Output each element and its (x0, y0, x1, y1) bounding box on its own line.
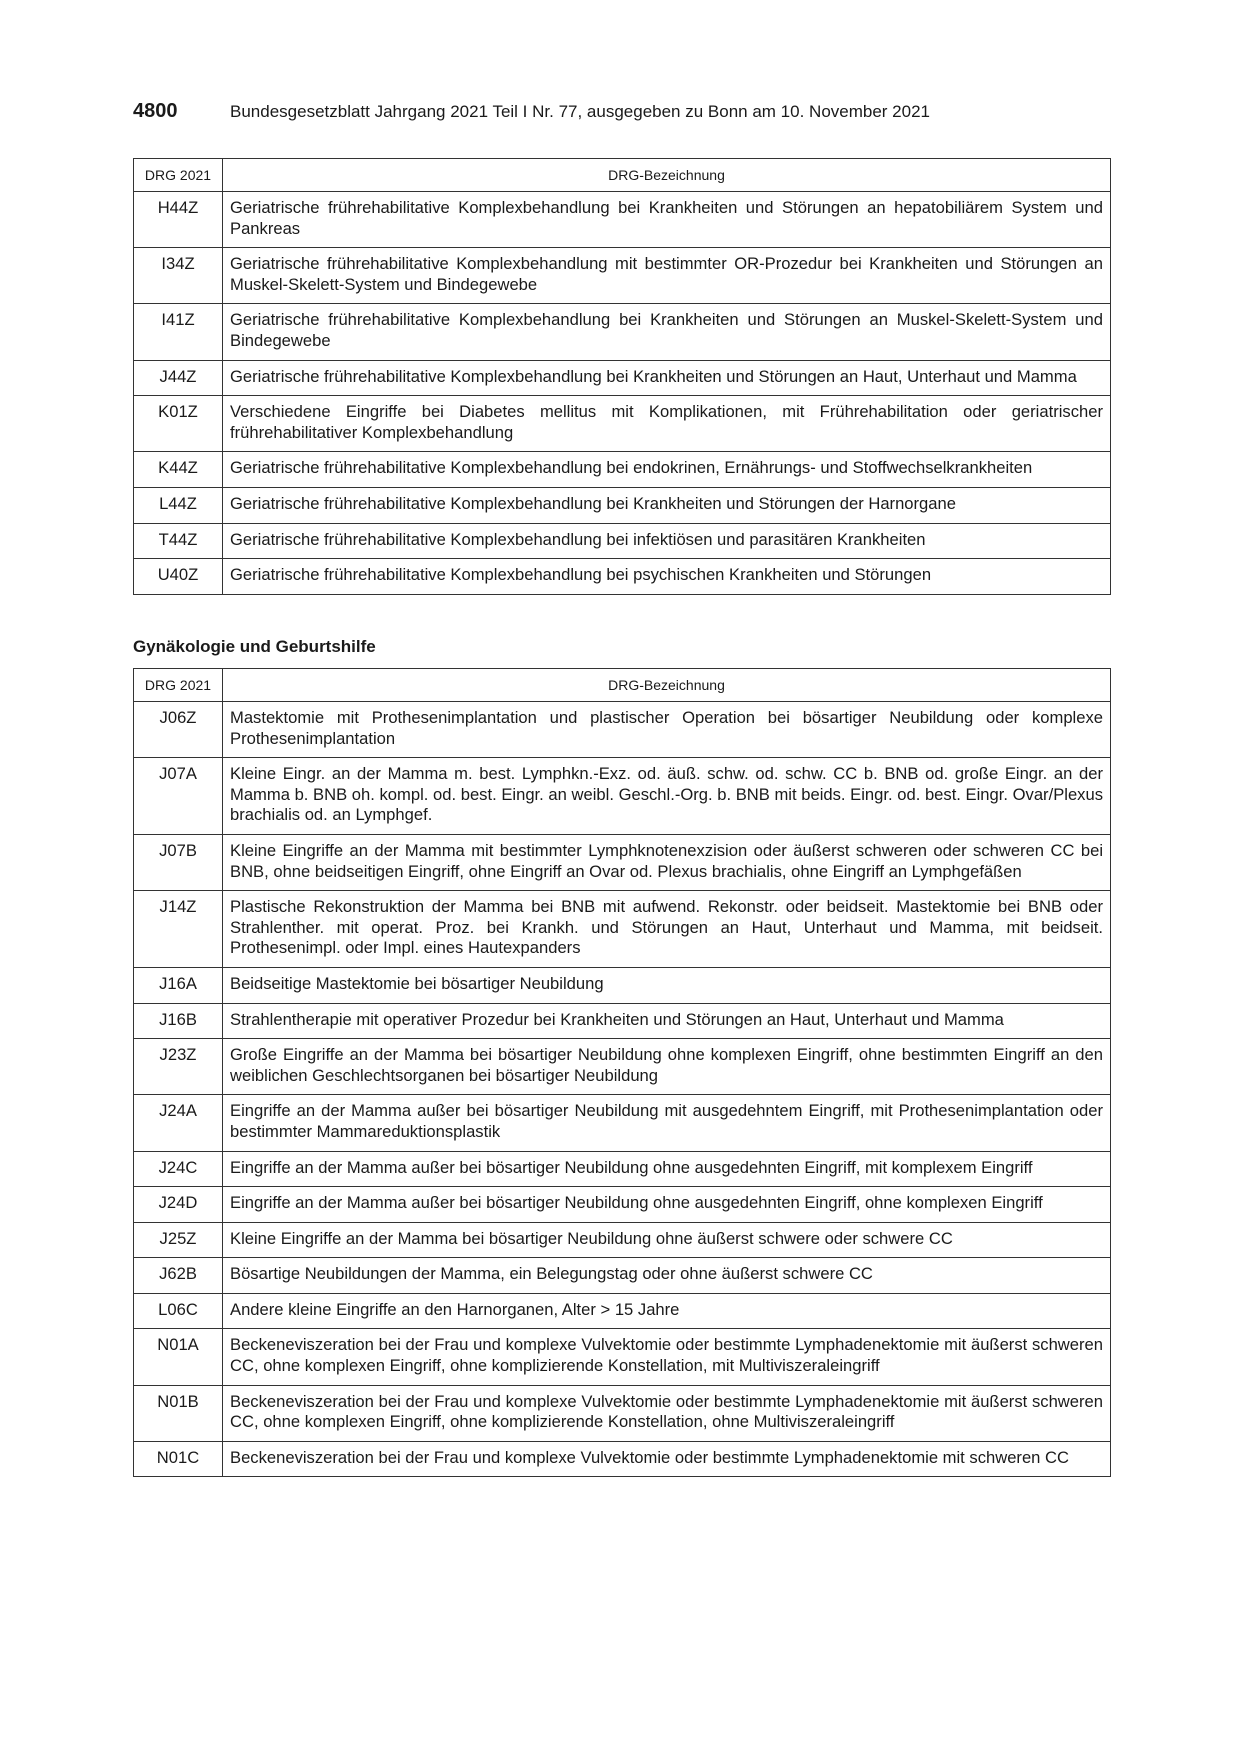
table-header-row (134, 669, 1111, 702)
drg-code-cell: U40Z (134, 559, 223, 595)
drg-code-cell: J44Z (134, 360, 223, 396)
drg-description-cell: Eingriffe an der Mamma außer bei bösartiger Neubildung mit ausgedehntem Eingriff, mit Prothesenimplantation oder bestimmter Mammareduktionsplastik (223, 1095, 1111, 1151)
drg-description-cell: Kleine Eingriffe an der Mamma bei bösartiger Neubildung ohne äußerst schwere oder schwere CC (223, 1222, 1111, 1258)
table-row (134, 1039, 1111, 1095)
table-row (134, 758, 1111, 835)
drg-code-cell: J16B (134, 1003, 223, 1039)
drg-code-cell: J62B (134, 1258, 223, 1294)
drg-description-cell: Eingriffe an der Mamma außer bei bösartiger Neubildung ohne ausgedehnten Eingriff, mit komplexem Eingriff (223, 1151, 1111, 1187)
table-row (134, 1151, 1111, 1187)
table-row (134, 834, 1111, 890)
drg-description-cell: Andere kleine Eingriffe an den Harnorganen, Alter > 15 Jahre (223, 1293, 1111, 1329)
table-row (134, 192, 1111, 248)
drg-code-cell: J24A (134, 1095, 223, 1151)
column-header-description: DRG-Bezeichnung (223, 159, 1111, 192)
drg-description-cell: Beckeneviszeration bei der Frau und komplexe Vulvektomie oder bestimmte Lymphadenektomie mit äußerst schweren CC, ohne komplexen Eingriff, ohne komplizierende Konstellation, ohne Multiviszeraleingriff (223, 1385, 1111, 1441)
drg-code-cell: K44Z (134, 452, 223, 488)
drg-code-cell: J07A (134, 758, 223, 835)
table-row (134, 1095, 1111, 1151)
table-body (134, 702, 1111, 1477)
drg-description-cell: Strahlentherapie mit operativer Prozedur bei Krankheiten und Störungen an Haut, Unterhaut und Mamma (223, 1003, 1111, 1039)
drg-table-gynecology (133, 668, 1111, 1477)
drg-description-cell: Geriatrische frührehabilitative Komplexbehandlung bei Krankheiten und Störungen an Muskel-Skelett-System und Bindegewebe (223, 304, 1111, 360)
drg-table-geriatric (133, 158, 1111, 595)
drg-code-cell: K01Z (134, 396, 223, 452)
table-row (134, 360, 1111, 396)
table-row (134, 891, 1111, 968)
table-row (134, 559, 1111, 595)
table-row (134, 523, 1111, 559)
column-header-description: DRG-Bezeichnung (223, 669, 1111, 702)
drg-description-cell: Plastische Rekonstruktion der Mamma bei BNB mit aufwend. Rekonstr. oder beidseit. Mastektomie bei BNB oder Strahlenther. mit operat. Proz. bei Krankh. und Störungen an Haut, Unterhaut und Mamma, mit beidseit. Prothesenimpl. oder Impl. eines Hautexpanders (223, 891, 1111, 968)
drg-code-cell: T44Z (134, 523, 223, 559)
drg-description-cell: Beckeneviszeration bei der Frau und komplexe Vulvektomie oder bestimmte Lymphadenektomie mit schweren CC (223, 1441, 1111, 1477)
drg-code-cell: N01B (134, 1385, 223, 1441)
drg-description-cell: Geriatrische frührehabilitative Komplexbehandlung bei psychischen Krankheiten und Störungen (223, 559, 1111, 595)
table-row (134, 1293, 1111, 1329)
drg-description-cell: Kleine Eingr. an der Mamma m. best. Lymphkn.-Exz. od. äuß. schw. od. schw. CC b. BNB od. große Eingr. an der Mamma b. BNB oh. kompl. od. best. Eingr. an weibl. Geschl.-Org. b. BNB mit beids. Eingr. od. best. Eingr. Ovar/Plexus brachialis od. an Lymphgef. (223, 758, 1111, 835)
drg-description-cell: Kleine Eingriffe an der Mamma mit bestimmter Lymphknotenexzision oder äußerst schweren oder schweren CC bei BNB, ohne beidseitigen Eingriff, ohne Eingriff an Ovar od. Plexus brachialis, ohne Eingriff an Lymphgefäßen (223, 834, 1111, 890)
table-row (134, 1329, 1111, 1385)
drg-code-cell: J07B (134, 834, 223, 890)
drg-code-cell: L06C (134, 1293, 223, 1329)
drg-description-cell: Geriatrische frührehabilitative Komplexbehandlung bei infektiösen und parasitären Krankheiten (223, 523, 1111, 559)
drg-description-cell: Eingriffe an der Mamma außer bei bösartiger Neubildung ohne ausgedehnten Eingriff, ohne komplexen Eingriff (223, 1187, 1111, 1223)
drg-description-cell: Verschiedene Eingriffe bei Diabetes mellitus mit Komplikationen, mit Frührehabilitation oder geriatrischer frührehabilitativer Komplexbehandlung (223, 396, 1111, 452)
table-row (134, 1003, 1111, 1039)
table-row (134, 452, 1111, 488)
table-row (134, 396, 1111, 452)
drg-code-cell: I34Z (134, 248, 223, 304)
column-header-drg: DRG 2021 (134, 669, 223, 702)
drg-code-cell: J24D (134, 1187, 223, 1223)
drg-description-cell: Geriatrische frührehabilitative Komplexbehandlung bei Krankheiten und Störungen der Harnorgane (223, 487, 1111, 523)
table-row (134, 487, 1111, 523)
table-header-row (134, 159, 1111, 192)
drg-description-cell: Mastektomie mit Prothesenimplantation und plastischer Operation bei bösartiger Neubildung oder komplexe Prothesenimplantation (223, 702, 1111, 758)
table-body (134, 192, 1111, 595)
drg-description-cell: Bösartige Neubildungen der Mamma, ein Belegungstag oder ohne äußerst schwere CC (223, 1258, 1111, 1294)
drg-description-cell: Geriatrische frührehabilitative Komplexbehandlung bei Krankheiten und Störungen an hepatobiliärem System und Pankreas (223, 192, 1111, 248)
drg-code-cell: J16A (134, 967, 223, 1003)
table-row (134, 1385, 1111, 1441)
drg-description-cell: Geriatrische frührehabilitative Komplexbehandlung bei endokrinen, Ernährungs- und Stoffwechselkrankheiten (223, 452, 1111, 488)
page-header (133, 100, 1113, 128)
drg-code-cell: N01C (134, 1441, 223, 1477)
drg-description-cell: Beidseitige Mastektomie bei bösartiger Neubildung (223, 967, 1111, 1003)
table-row (134, 1441, 1111, 1477)
drg-code-cell: H44Z (134, 192, 223, 248)
drg-description-cell: Große Eingriffe an der Mamma bei bösartiger Neubildung ohne komplexen Eingriff, ohne bestimmten Eingriff an den weiblichen Geschlechtsorganen bei bösartiger Neubildung (223, 1039, 1111, 1095)
drg-description-cell: Geriatrische frührehabilitative Komplexbehandlung bei Krankheiten und Störungen an Haut, Unterhaut und Mamma (223, 360, 1111, 396)
running-title: Bundesgesetzblatt Jahrgang 2021 Teil I Nr. 77, ausgegeben zu Bonn am 10. November 2021 (230, 102, 930, 121)
drg-code-cell: J23Z (134, 1039, 223, 1095)
table-row (134, 1222, 1111, 1258)
drg-code-cell: N01A (134, 1329, 223, 1385)
column-header-drg: DRG 2021 (134, 159, 223, 192)
drg-code-cell: J06Z (134, 702, 223, 758)
drg-code-cell: J25Z (134, 1222, 223, 1258)
table-row (134, 702, 1111, 758)
table-row (134, 967, 1111, 1003)
section-title: Gynäkologie und Geburtshilfe (133, 637, 376, 656)
drg-code-cell: J14Z (134, 891, 223, 968)
drg-description-cell: Beckeneviszeration bei der Frau und komplexe Vulvektomie oder bestimmte Lymphadenektomie mit äußerst schweren CC, ohne komplexen Eingriff, ohne komplizierende Konstellation, mit Multiviszeraleingriff (223, 1329, 1111, 1385)
page-number: 4800 (133, 100, 178, 122)
table-row (134, 1187, 1111, 1223)
drg-code-cell: L44Z (134, 487, 223, 523)
table-row (134, 248, 1111, 304)
table-row (134, 304, 1111, 360)
drg-description-cell: Geriatrische frührehabilitative Komplexbehandlung mit bestimmter OR-Prozedur bei Krankheiten und Störungen an Muskel-Skelett-System und Bindegewebe (223, 248, 1111, 304)
table-row (134, 1258, 1111, 1294)
drg-code-cell: J24C (134, 1151, 223, 1187)
drg-code-cell: I41Z (134, 304, 223, 360)
